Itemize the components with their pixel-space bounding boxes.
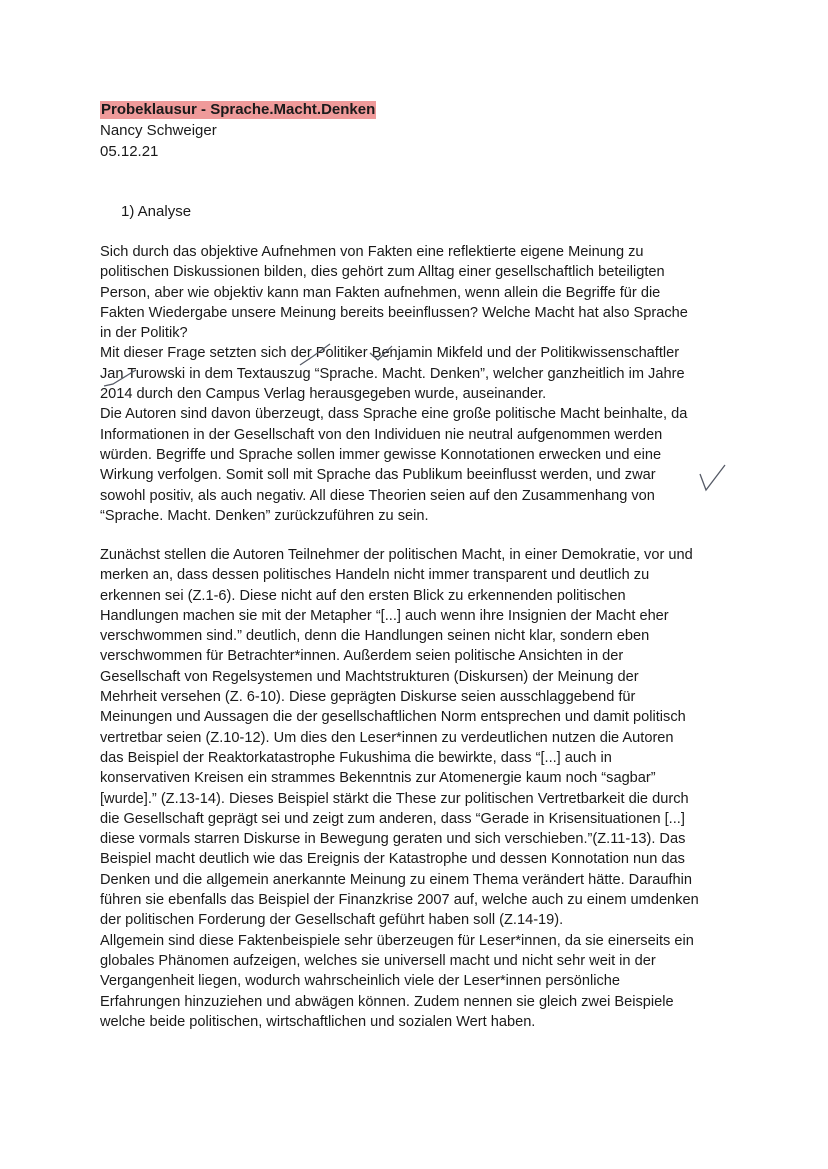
text-line: das Beispiel der Reaktorkatastrophe Fukushima die bewirkte, dass “[...] auch in: [100, 749, 612, 766]
text-line: Meinungen und Aussagen die der gesellschaftlichen Norm entsprechen und damit politisch: [100, 709, 686, 726]
text-line: merken an, dass dessen politisches Handeln nicht immer transparent und deutlich zu: [100, 567, 650, 584]
text-line: Fakten Wiedergabe unsere Meinung bereits beeinflussen? Welche Macht hat also Sprache: [100, 304, 688, 321]
text-line: Person, aber wie objektiv kann man Fakten aufnehmen, wenn allein die Begriffe für die: [100, 284, 661, 301]
text-line: vertretbar seien (Z.10-12). Um dies den Leser*innen zu verdeutlichen nutzen die Autoren: [100, 729, 674, 746]
text-line: führen sie ebenfalls das Beispiel der Finanzkrise 2007 auf, welche auch zu einem umdenken: [100, 892, 699, 909]
text-line: die Gesellschaft geprägt sei und zeigt zum anderen, dass “Gerade in Krisensituationen [...]: [100, 810, 685, 827]
author-name: Nancy Schweiger: [100, 122, 217, 139]
text-line: politischen Diskussionen bilden, dies gehört zum Alltag einer gesellschaftlich beteiligten: [100, 264, 665, 281]
text-line: Handlungen machen sie mit der Metapher “[...] auch wenn ihre Insignien der Macht eher: [100, 607, 669, 624]
text-line: Beispiel macht deutlich wie das Ereignis der Katastrophe und dessen Konnotation nun das: [100, 851, 685, 868]
text-line: Sich durch das objektive Aufnehmen von Fakten eine reflektierte eigene Meinung zu: [100, 244, 644, 260]
text-line: würden. Begriffe und Sprache sollen immer gewisse Konnotationen erwecken und eine: [100, 446, 662, 463]
text-line: Allgemein sind diese Faktenbeispiele sehr überzeugen für Leser*innen, da sie einerseits ein: [100, 932, 694, 949]
paragraph-analysis: [100, 545, 699, 1032]
text-line: Jan Turowski in dem Textauszug “Sprache. Macht. Denken”, welcher ganzheitlich im Jahre: [100, 365, 685, 382]
text-line: Die Autoren sind davon überzeugt, dass Sprache eine große politische Macht beinhalte, da: [100, 406, 688, 423]
text-line: [wurde].” (Z.13-14). Dieses Beispiel stärkt die These zur politischen Vertretbarkeit die durch: [100, 790, 689, 807]
document-title: Probeklausur - Sprache.Macht.Denken: [101, 101, 376, 118]
section-heading: 1) Analyse: [121, 203, 192, 220]
text-line: erkennen sei (Z.1-6). Diese nicht auf den ersten Blick zu erkennenden politischen: [100, 587, 626, 604]
text-line: sowohl positiv, als auch negativ. All diese Theorien seien auf den Zusammenhang von: [100, 487, 655, 504]
text-line: verschwommen sind.” deutlich, denn die Handlungen seinen nicht klar, sondern eben: [100, 628, 650, 645]
text-line: diese vormals starren Diskurse in Bewegung geraten und sich verschieben.”(Z.11-13). Das: [100, 831, 686, 848]
text-line: Denken und die allgemein anerkannte Meinung zu einem Thema verändert hätte. Daraufhin: [100, 871, 692, 888]
text-line: Mit dieser Frage setzten sich der Politiker Benjamin Mikfeld und der Politikwissenschaftler: [100, 345, 680, 362]
text-line: Vergangenheit liegen, wodurch wahrscheinlich viele der Leser*innen persönliche: [100, 973, 621, 990]
text-line: in der Politik?: [100, 325, 188, 342]
text-line: Zunächst stellen die Autoren Teilnehmer der politischen Macht, in einer Demokratie, vor und: [100, 547, 693, 563]
text-line: konservativen Kreisen ein strammes Bekenntnis zur Atomenergie kaum noch “sagbar”: [100, 770, 656, 787]
text-line: 2014 durch den Campus Verlag herausgegeben wurde, auseinander.: [100, 386, 547, 403]
check-mark-icon: [700, 465, 725, 490]
text-line: globales Phänomen aufzeigen, welches sie universell macht und nicht sehr weit in der: [100, 952, 656, 969]
text-line: der politischen Forderung der Gesellschaft geführt haben soll (Z.14-19).: [100, 912, 564, 929]
document-date: 05.12.21: [100, 143, 159, 160]
text-line: “Sprache. Macht. Denken” zurückzuführen zu sein.: [100, 507, 429, 524]
text-line: welche beide politischen, wirtschaftlichen und sozialen Wert haben.: [100, 1013, 536, 1030]
text-line: Wirkung verfolgen. Somit soll mit Sprache das Publikum beeinflusst werden, und zwar: [100, 467, 656, 484]
text-line: Mehrheit versehen (Z. 6-10). Diese geprägten Diskurse seien ausschlaggebend für: [100, 689, 636, 706]
text-line: Informationen in der Gesellschaft von den Individuen nie neutral aufgenommen werden: [100, 426, 663, 443]
text-line: Erfahrungen hinzuziehen und abwägen können. Zudem nennen sie gleich zwei Beispiele: [100, 993, 674, 1010]
text-line: Gesellschaft von Regelsystemen und Machtstrukturen (Diskursen) der Meinung der: [100, 668, 639, 685]
text-line: verschwommen für Betrachter*innen. Außerdem seien politische Ansichten in der: [100, 648, 624, 665]
paragraph-introduction: [100, 242, 688, 526]
